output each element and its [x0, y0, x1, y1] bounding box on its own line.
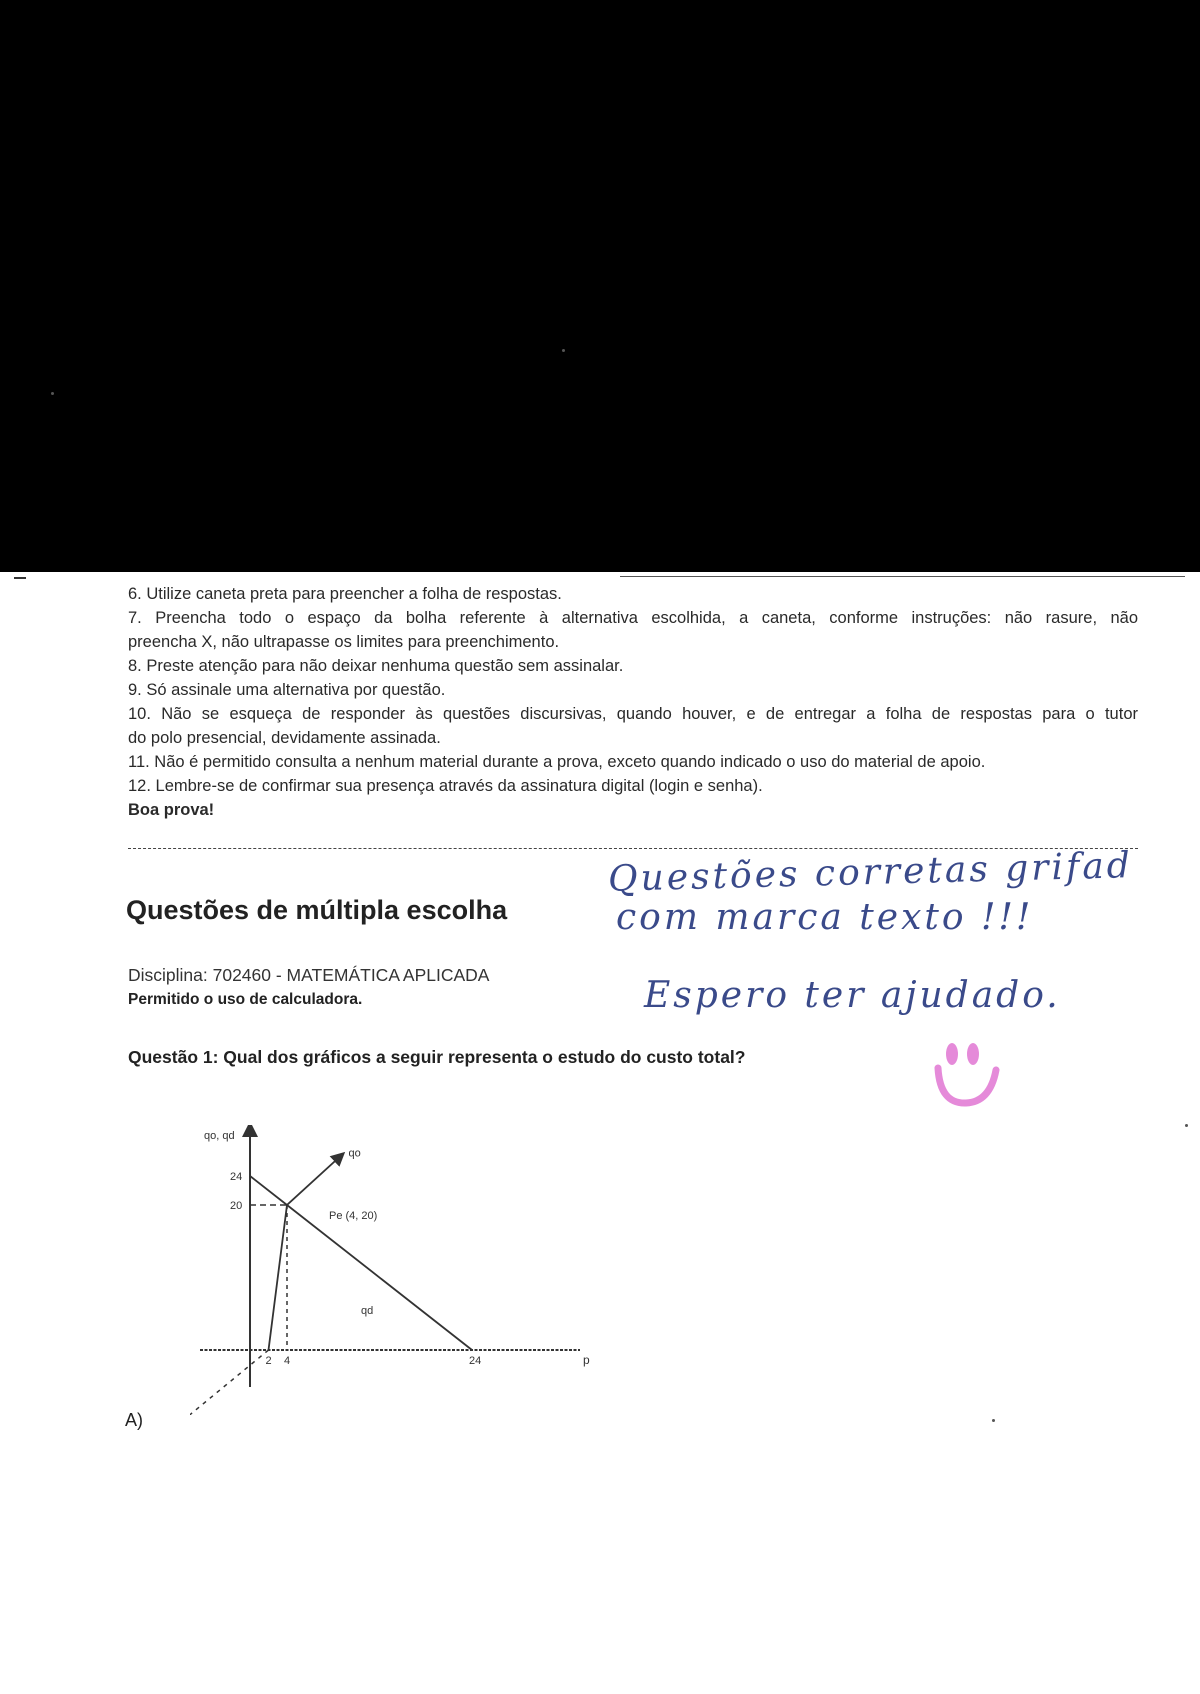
- equilibrium-annotation: Pe (4, 20): [329, 1210, 378, 1222]
- scan-speck: [562, 349, 565, 352]
- instruction-12: 12. Lembre-se de confirmar sua presença através da assinatura digital (login e senha).: [128, 777, 763, 795]
- y-tick-label: 20: [230, 1200, 243, 1212]
- smiley-right-eye: [967, 1043, 979, 1065]
- calculator-note: Permitido o uso de calculadora.: [128, 991, 363, 1008]
- section-title: Questões de múltipla escolha: [126, 895, 508, 925]
- supply-dashed-extension: [190, 1350, 269, 1415]
- y-tick-label: 24: [230, 1171, 243, 1183]
- alternative-a-label: A): [125, 1410, 143, 1430]
- smiley-mouth: [938, 1068, 996, 1103]
- instruction-7-line-1: 7. Preencha todo o espaço da bolha referente à alternativa escolhida, a caneta, conforme instruções: não rasure, não: [128, 609, 1138, 627]
- scan-edge-mark: [14, 577, 26, 579]
- exam-instructions: [128, 582, 1138, 822]
- scan-speck: [51, 392, 54, 395]
- series-line-qo: [269, 1154, 343, 1350]
- smiley-face-drawing: [930, 1038, 1010, 1118]
- instruction-11: 11. Não é permitido consulta a nenhum material durante a prova, exceto quando indicado o uso do material de apoio.: [128, 753, 986, 771]
- closing-text: Boa prova!: [128, 801, 215, 819]
- instruction-10-line-1: 10. Não se esqueça de responder às questões discursivas, quando houver, e de entregar a folha de respostas para o tutor: [128, 705, 1138, 723]
- x-tick-label: 4: [284, 1355, 291, 1367]
- series-line-qd: [250, 1176, 472, 1350]
- series-label-qo: qo: [348, 1147, 361, 1160]
- y-axis-label: qo, qd: [204, 1130, 235, 1142]
- discipline-line: Disciplina: 702460 - MATEMÁTICA APLICADA: [128, 965, 490, 985]
- series-label-qd: qd: [361, 1304, 374, 1317]
- supply-demand-chart: [190, 1125, 660, 1415]
- redacted-header-area: [0, 0, 1200, 572]
- handwritten-note-line-3: Espero ter ajudado.: [644, 975, 1061, 1016]
- header-separator-line: [620, 576, 1185, 577]
- x-tick-label: 24: [469, 1355, 482, 1367]
- scan-speck: [1185, 1124, 1188, 1127]
- instruction-7-line-2: preencha X, não ultrapasse os limites para preenchimento.: [128, 633, 560, 651]
- instruction-6: 6. Utilize caneta preta para preencher a folha de respostas.: [128, 585, 562, 603]
- instruction-10-line-2: do polo presencial, devidamente assinada.: [128, 729, 441, 747]
- handwritten-note-line-1: Questões corretas grifad: [607, 845, 1134, 900]
- x-axis-label: p: [583, 1353, 590, 1367]
- scan-speck: [992, 1419, 995, 1422]
- question-1-text: Questão 1: Qual dos gráficos a seguir representa o estudo do custo total?: [128, 1047, 746, 1067]
- instruction-9: 9. Só assinale uma alternativa por questão.: [128, 681, 446, 699]
- x-tick-label: 2: [265, 1355, 272, 1367]
- instruction-8: 8. Preste atenção para não deixar nenhuma questão sem assinalar.: [128, 657, 624, 675]
- handwritten-note-line-2: com marca texto !!!: [616, 897, 1034, 938]
- smiley-left-eye: [946, 1043, 958, 1065]
